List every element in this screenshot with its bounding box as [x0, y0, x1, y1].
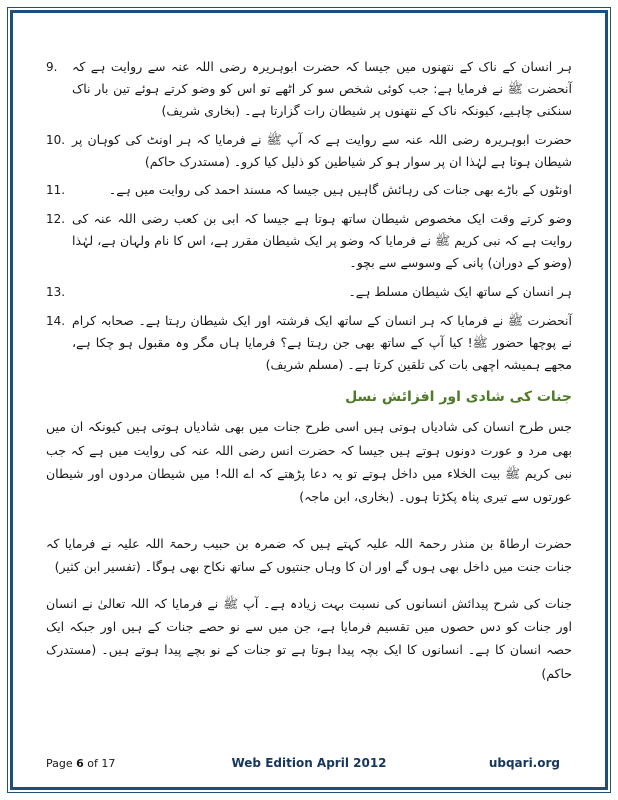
list-item — [46, 129, 572, 173]
page-suffix: of 17 — [83, 757, 116, 770]
list-item-number: 9. — [46, 60, 58, 74]
paragraph: جس طرح انسان کی شادیاں ہوتی ہیں اسی طرح جنات میں بھی شادیاں ہوتی ہیں کیونکہ ان میں بھی مرد و عورت دونوں ہوتے ہیں جیسا کہ حضرت انس رضی اللہ عنہ کی روایت میں ہے کہ جب نبی کریم ﷺ بیت الخلاء میں داخل ہوتے تو یہ دعا پڑھتے کہ اے اللہ! میں شیطان مردوں اور شیطان عورتوں سے تیری پناہ پکڑتا ہوں۔ (بخاری، ابن ماجہ) — [46, 419, 572, 504]
edition-label: Web Edition April 2012 — [231, 756, 387, 770]
paragraph: جنات کی شرح پیدائش انسانوں کی نسبت بہت زیادہ ہے۔ آپ ﷺ نے فرمایا کہ اللہ تعالیٰ نے انسان اور جنات کو دس حصوں میں تقسیم فرمایا ہے، جن میں سے نو حصے جنات کے ہیں اور جبکہ ایک حصہ انسان کا ہے۔ انسانوں کا ایک بچہ پیدا ہوتا ہے تو جنات کے نو بچے پیدا ہوتے ہیں۔ (مستدرک حاکم) — [46, 596, 572, 681]
list-item — [46, 310, 572, 376]
list-item — [46, 179, 572, 201]
page-number: 6 — [76, 757, 84, 770]
list-item-text: آنحضرت ﷺ نے فرمایا کہ ہر انسان کے ساتھ ایک فرشتہ اور ایک شیطان رہتا ہے۔ صحابہ کرام نے پوچھا حضور ﷺ! کیا آپ کے ساتھ بھی جن رہتا ہے؟ فرمایا ہاں مگر وہ مقبول ہو چکا ہے، مجھے ہمیشہ اچھی بات کی تلقین کرتا ہے۔ (مسلم شریف) — [72, 312, 572, 372]
list-item-text: ہر انسان کے ساتھ ایک شیطان مسلط ہے۔ — [348, 283, 572, 299]
page-footer — [46, 752, 572, 770]
section-heading: جنات کی شادی اور افزائش نسل — [345, 389, 572, 406]
page-prefix: Page — [46, 757, 77, 770]
list-item — [46, 56, 572, 122]
numbered-list — [46, 56, 572, 375]
page-content — [46, 56, 572, 699]
list-item — [46, 208, 572, 274]
list-item-number: 10. — [46, 132, 66, 147]
list-item-number: 12. — [46, 212, 66, 227]
list-item-text: ہر انسان کے ناک کے نتھنوں میں جیسا کہ حضرت ابوہریرہ رضی اللہ عنہ سے روایت ہے کہ آنحضرت ﷺ نے فرمایا ہے: جب کوئی شخص سو کر اٹھے تو اس کو وضو کرتے ہوئے تین بار ناک سنکنی چاہیے، کیونکہ ناک کے نتھنوں پر شیطان رات گزارتا ہے۔ (بخاری شریف) — [72, 59, 572, 118]
list-item-text: وضو کرتے وقت ایک مخصوص شیطان ساتھ ہوتا ہے جیسا کہ ابی بن کعب رضی اللہ عنہ کی روایت ہے کہ نبی کریم ﷺ نے فرمایا کہ وضو پر ایک شیطان مقرر ہے، اس کا نام ولہان ہے، لہٰذا (وضو کے دوران) پانی کے وسوسے سے بچو۔ — [72, 211, 572, 270]
website-label: ubqari.org — [488, 756, 560, 770]
list-item-number: 13. — [46, 284, 66, 299]
list-item-number: 14. — [46, 313, 66, 328]
list-item-number: 11. — [46, 183, 66, 198]
list-item — [46, 281, 572, 303]
page-number-label — [46, 757, 115, 770]
list-item-text: اونٹوں کے باڑے بھی جنات کی رہائش گاہیں ہیں جیسا کہ مسند احمد کی روایت میں ہے۔ — [108, 182, 572, 198]
list-item-text: حضرت ابوہریرہ رضی اللہ عنہ سے روایت ہے کہ آپ ﷺ نے فرمایا کہ ہر اونٹ کی کوہان پر شیطان ہوتا ہے لہٰذا ان پر سوار ہو کر شیاطین کو ذلیل کیا کرو۔ (مستدرک حاکم) — [72, 131, 572, 169]
paragraph: حضرت ارطاۃ بن منذر رحمۃ اللہ علیہ کہتے ہیں کہ ضمرہ بن حبیب رحمۃ اللہ علیہ نے فرمایا کہ جنات جنت میں داخل بھی ہوں گے اور ان کا وہاں جنتیوں کے ساتھ نکاح بھی ہوگا۔ (تفسیر ابن کثیر) — [46, 535, 572, 574]
